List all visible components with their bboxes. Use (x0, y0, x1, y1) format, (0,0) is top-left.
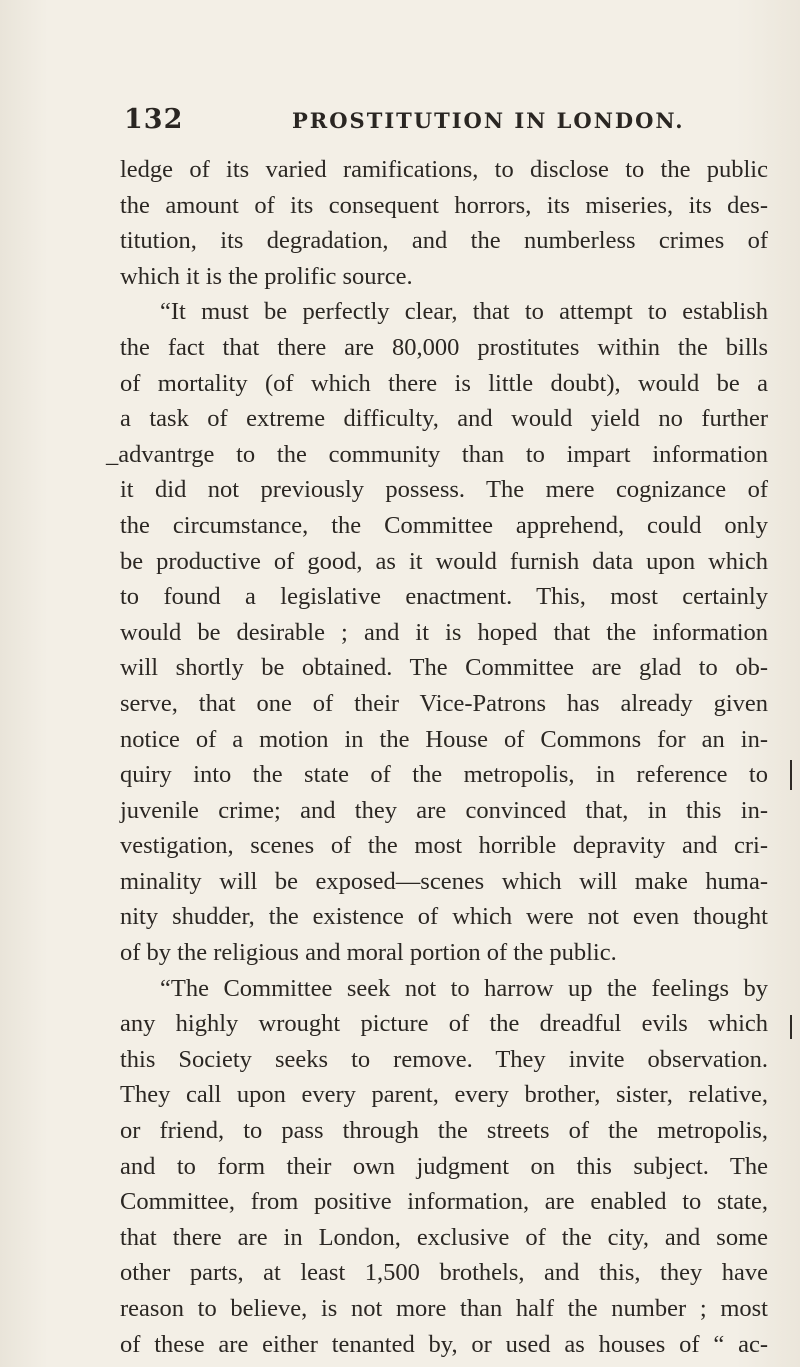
text-line: any highly wrought picture of the dreadful evils which (120, 1010, 768, 1038)
text-line: be productive of good, as it would furnish data upon which (120, 547, 768, 575)
text-line: of these are either tenanted by, or used as houses of “ ac- (120, 1330, 768, 1358)
text-line: or friend, to pass through the streets of the metropolis, (120, 1117, 768, 1145)
text-line: to found a legislative enactment. This, most certainly (120, 583, 768, 611)
text-line: of mortality (of which there is little doubt), would be a (120, 369, 768, 397)
text-line: the fact that there are 80,000 prostitutes within the bills (120, 333, 768, 361)
text-line: titution, its degradation, and the numberless crimes of (120, 227, 768, 255)
text-line: _advantrge to the community than to impart information (106, 440, 768, 468)
text-line: They call upon every parent, every brother, sister, relative, (120, 1081, 768, 1109)
text-line: “The Committee seek not to harrow up the feelings by (160, 974, 768, 1002)
text-line: minality will be exposed—scenes which will make huma- (120, 867, 768, 895)
text-line: nity shudder, the existence of which were not even thought (120, 903, 768, 931)
text-line: and to form their own judgment on this subject. The (120, 1152, 768, 1180)
text-line: that there are in London, exclusive of the city, and some (120, 1223, 768, 1251)
text-line: the amount of its consequent horrors, its miseries, its des- (120, 191, 768, 219)
page-header (124, 104, 774, 144)
text-line: notice of a motion in the House of Commons for an in- (120, 725, 768, 753)
text-line: vestigation, scenes of the most horrible depravity and cri- (120, 832, 768, 860)
text-line: quiry into the state of the metropolis, in reference to (120, 761, 768, 789)
page-edge-mark (790, 1015, 792, 1039)
text-line: it did not previously possess. The mere cognizance of (120, 476, 768, 504)
page-number: 132 (124, 104, 184, 135)
text-line: other parts, at least 1,500 brothels, and this, they have (120, 1259, 768, 1287)
body-text (106, 152, 768, 1362)
text-line: a task of extreme difficulty, and would yield no further (120, 405, 768, 433)
text-line: will shortly be obtained. The Committee are glad to ob- (120, 654, 768, 682)
text-line: this Society seeks to remove. They invite observation. (120, 1045, 768, 1073)
text-line: serve, that one of their Vice-Patrons has already given (120, 689, 768, 717)
text-line: “It must be perfectly clear, that to attempt to establish (160, 298, 768, 326)
running-head: PROSTITUTION IN LONDON. (292, 108, 685, 133)
text-line: ledge of its varied ramifications, to disclose to the public (120, 156, 768, 183)
text-line: juvenile crime; and they are convinced that, in this in- (120, 796, 768, 824)
text-line: the circumstance, the Committee apprehend, could only (120, 511, 768, 539)
text-line: would be desirable ; and it is hoped that the information (120, 618, 768, 646)
text-line: of by the religious and moral portion of the public. (120, 939, 617, 967)
text-line: Committee, from positive information, are enabled to state, (120, 1188, 768, 1216)
text-line: reason to believe, is not more than half the number ; most (120, 1295, 768, 1322)
page-edge-mark (790, 760, 792, 790)
text-line: which it is the prolific source. (120, 262, 413, 290)
